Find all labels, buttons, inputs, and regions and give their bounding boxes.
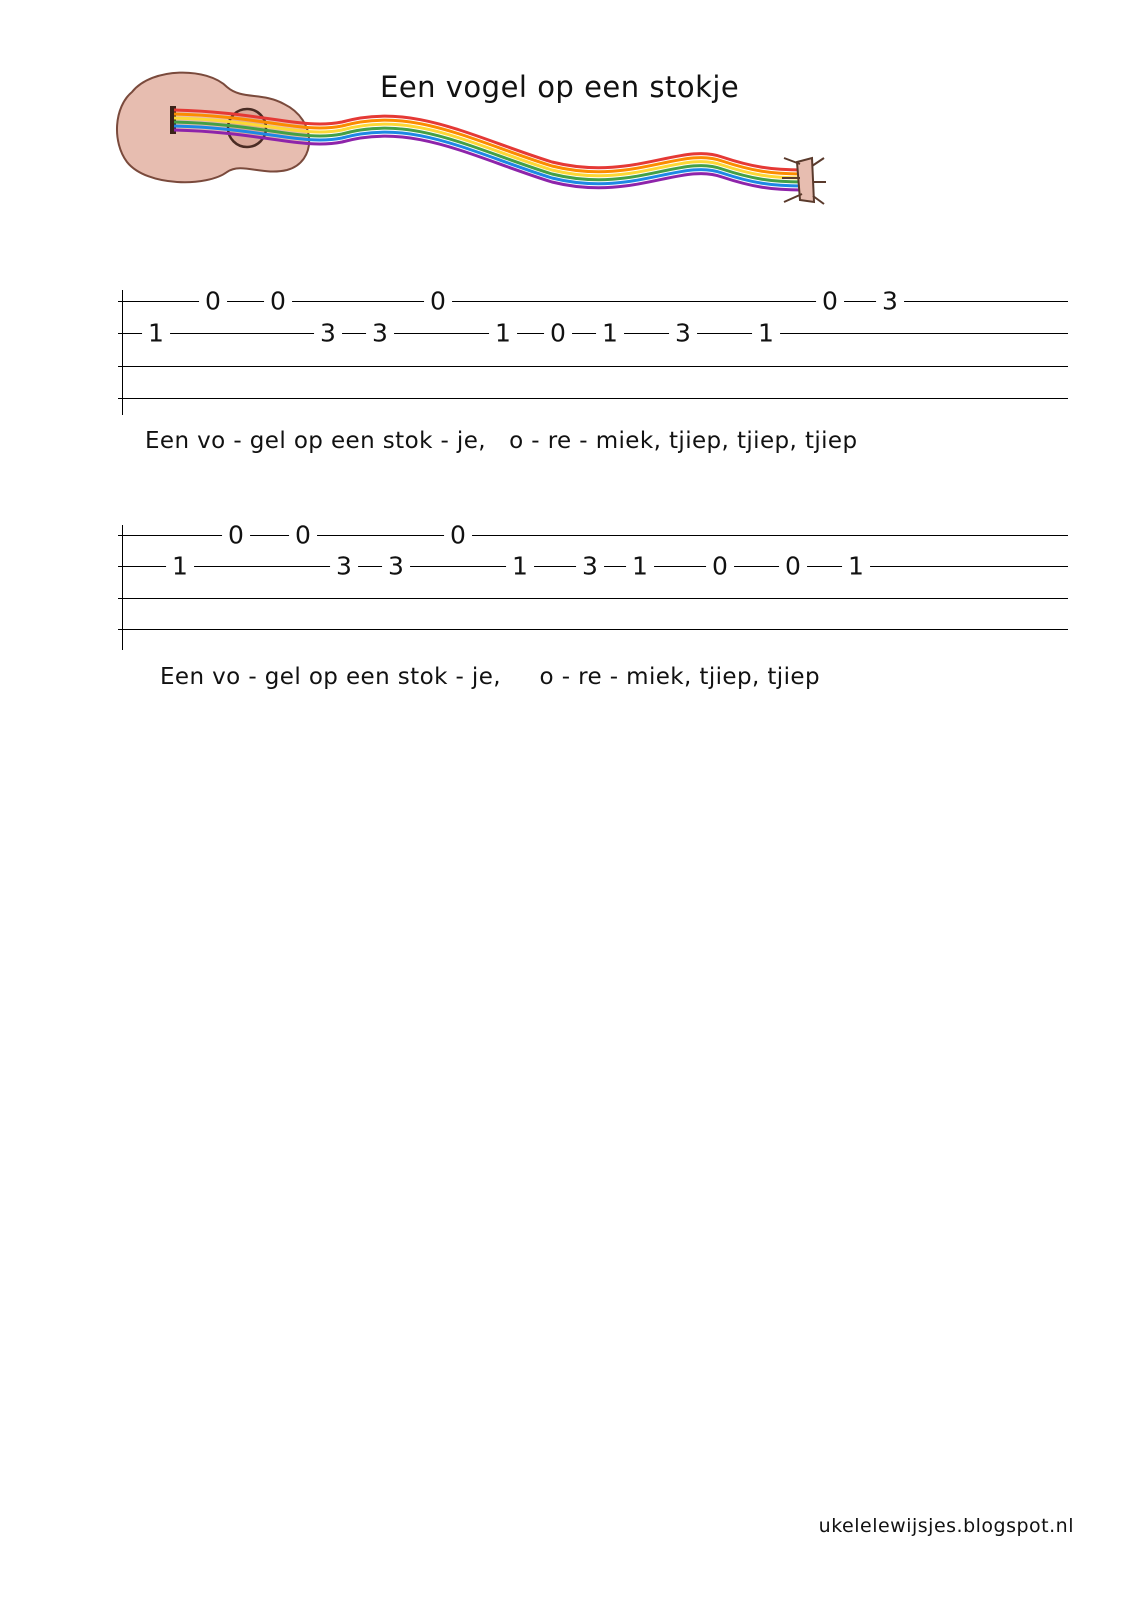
tab-fret-number: 3	[330, 554, 358, 579]
tab-string-line	[118, 366, 1068, 367]
tab-string-line	[118, 301, 1068, 302]
staff-bar-line	[122, 525, 123, 650]
page-title: Een vogel op een stokje	[380, 70, 740, 104]
tab-fret-number: 0	[264, 289, 292, 314]
tab-fret-number: 1	[506, 554, 534, 579]
staff-bar-line	[122, 290, 123, 415]
tab-staff-1	[118, 286, 1068, 415]
tab-fret-number: 3	[314, 321, 342, 346]
tab-fret-number: 3	[366, 321, 394, 346]
lyrics-line-2: Een vo - gel op een stok - je, o - re - miek, tjiep, tjiep	[160, 664, 820, 690]
tab-fret-number: 0	[816, 289, 844, 314]
tab-fret-number: 0	[706, 554, 734, 579]
tab-fret-number: 1	[166, 554, 194, 579]
tab-string-line	[118, 535, 1068, 536]
tab-fret-number: 1	[752, 321, 780, 346]
lyrics-line-1: Een vo - gel op een stok - je, o - re - miek, tjiep, tjiep, tjiep	[145, 428, 858, 454]
footer-url: ukelelewijsjes.blogspot.nl	[818, 1515, 1074, 1537]
tab-fret-number: 1	[842, 554, 870, 579]
tab-fret-number: 3	[669, 321, 697, 346]
tab-fret-number: 1	[596, 321, 624, 346]
tab-fret-number: 0	[444, 523, 472, 548]
tab-fret-number: 0	[424, 289, 452, 314]
tab-fret-number: 1	[142, 321, 170, 346]
ukulele-illustration	[112, 62, 832, 237]
tab-fret-number: 0	[199, 289, 227, 314]
tab-fret-number: 3	[382, 554, 410, 579]
tab-fret-number: 3	[876, 289, 904, 314]
tab-staff-2	[118, 520, 1068, 650]
tab-fret-number: 1	[626, 554, 654, 579]
tab-fret-number: 3	[576, 554, 604, 579]
tab-fret-number: 0	[289, 523, 317, 548]
tab-fret-number: 1	[489, 321, 517, 346]
tab-fret-number: 0	[222, 523, 250, 548]
tab-fret-number: 0	[544, 321, 572, 346]
tab-string-line	[118, 598, 1068, 599]
tab-string-line	[118, 398, 1068, 399]
tab-string-line	[118, 629, 1068, 630]
tab-string-line	[118, 333, 1068, 334]
tab-fret-number: 0	[779, 554, 807, 579]
